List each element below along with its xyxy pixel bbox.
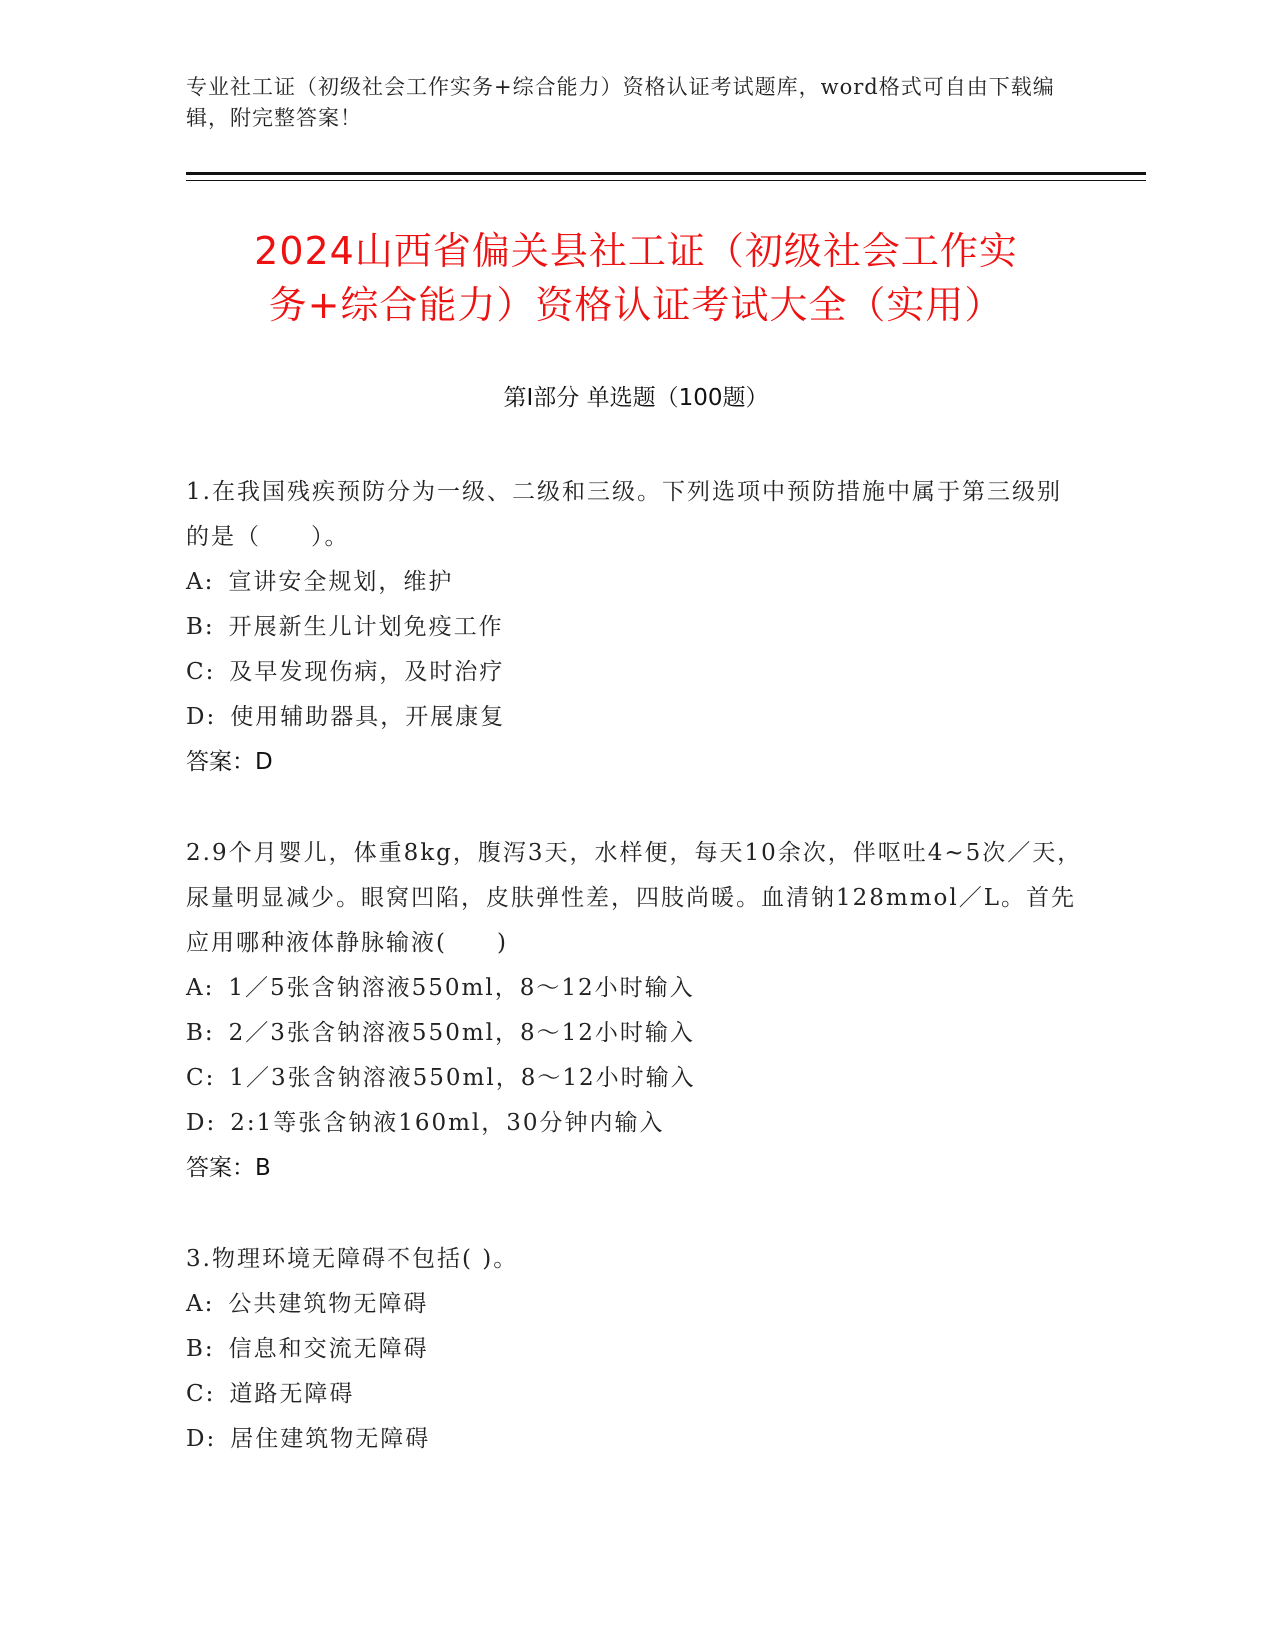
option-letter: B: (186, 614, 215, 640)
option-d (186, 1417, 1086, 1462)
option-letter: C: (186, 1381, 216, 1407)
answer-line: 答案：B (186, 1155, 271, 1181)
option-text: 开展新生儿计划免疫工作 (228, 614, 504, 640)
option-c (186, 1372, 1086, 1417)
option-text: 居住建筑物无障碍 (230, 1426, 431, 1452)
option-letter: A: (186, 975, 215, 1001)
question-stem: 2.9个月婴儿，体重8kg，腹泻3天，水样便，每天10余次，伴呕吐4~5次／天，尿量明显减少。眼窝凹陷，皮肤弹性差，四肢尚暖。血清钠128mmol／L。首先应用哪种液体静脉输液( ) (186, 840, 1083, 956)
option-text: 使用辅助器具，开展康复 (230, 704, 506, 730)
option-text: 道路无障碍 (229, 1381, 355, 1407)
document-title (186, 224, 1086, 332)
option-d (186, 695, 1086, 740)
header-rule-thin (186, 180, 1146, 181)
option-d (186, 1101, 1086, 1146)
option-a (186, 560, 1086, 605)
question-1 (186, 470, 1086, 785)
option-letter: B: (186, 1020, 215, 1046)
answer-line: 答案：D (186, 749, 273, 775)
option-letter: C: (186, 659, 216, 685)
option-a (186, 1282, 1086, 1327)
option-a (186, 966, 1086, 1011)
option-text: 宣讲安全规划，维护 (228, 569, 454, 595)
option-b (186, 1327, 1086, 1372)
option-letter: A: (186, 569, 215, 595)
question-list (186, 470, 1086, 1508)
question-stem: 1.在我国残疾预防分为一级、二级和三级。下列选项中预防措施中属于第三级别的是（ ）。 (186, 479, 1062, 550)
option-letter: D: (186, 1110, 217, 1136)
option-text: 2／3张含钠溶液550ml，8～12小时输入 (228, 1020, 695, 1046)
option-letter: A: (186, 1291, 215, 1317)
question-stem: 3.物理环境无障碍不包括( )。 (186, 1246, 519, 1272)
header-note: 专业社工证（初级社会工作实务+综合能力）资格认证考试题库，word格式可自由下载编辑，附完整答案！ (186, 75, 1055, 130)
title-line-1: 2024山西省偏关县社工证（初级社会工作实 (254, 229, 1018, 273)
header-rule-thick (186, 172, 1146, 175)
title-line-2: 务+综合能力）资格认证考试大全（实用） (268, 283, 1004, 327)
option-text: 2:1等张含钠液160ml，30分钟内输入 (230, 1110, 665, 1136)
option-text: 1／5张含钠溶液550ml，8～12小时输入 (228, 975, 695, 1001)
option-c (186, 650, 1086, 695)
option-b (186, 605, 1086, 650)
question-3 (186, 1237, 1086, 1462)
question-2 (186, 831, 1086, 1191)
option-text: 信息和交流无障碍 (228, 1336, 429, 1362)
option-c (186, 1056, 1086, 1101)
option-letter: D: (186, 1426, 217, 1452)
option-letter: B: (186, 1336, 215, 1362)
option-text: 1／3张含钠溶液550ml，8～12小时输入 (229, 1065, 696, 1091)
option-text: 公共建筑物无障碍 (228, 1291, 429, 1317)
option-text: 及早发现伤病，及时治疗 (229, 659, 505, 685)
option-letter: D: (186, 704, 217, 730)
section-title: 第I部分 单选题（100题） (503, 385, 769, 411)
option-letter: C: (186, 1065, 216, 1091)
option-b (186, 1011, 1086, 1056)
